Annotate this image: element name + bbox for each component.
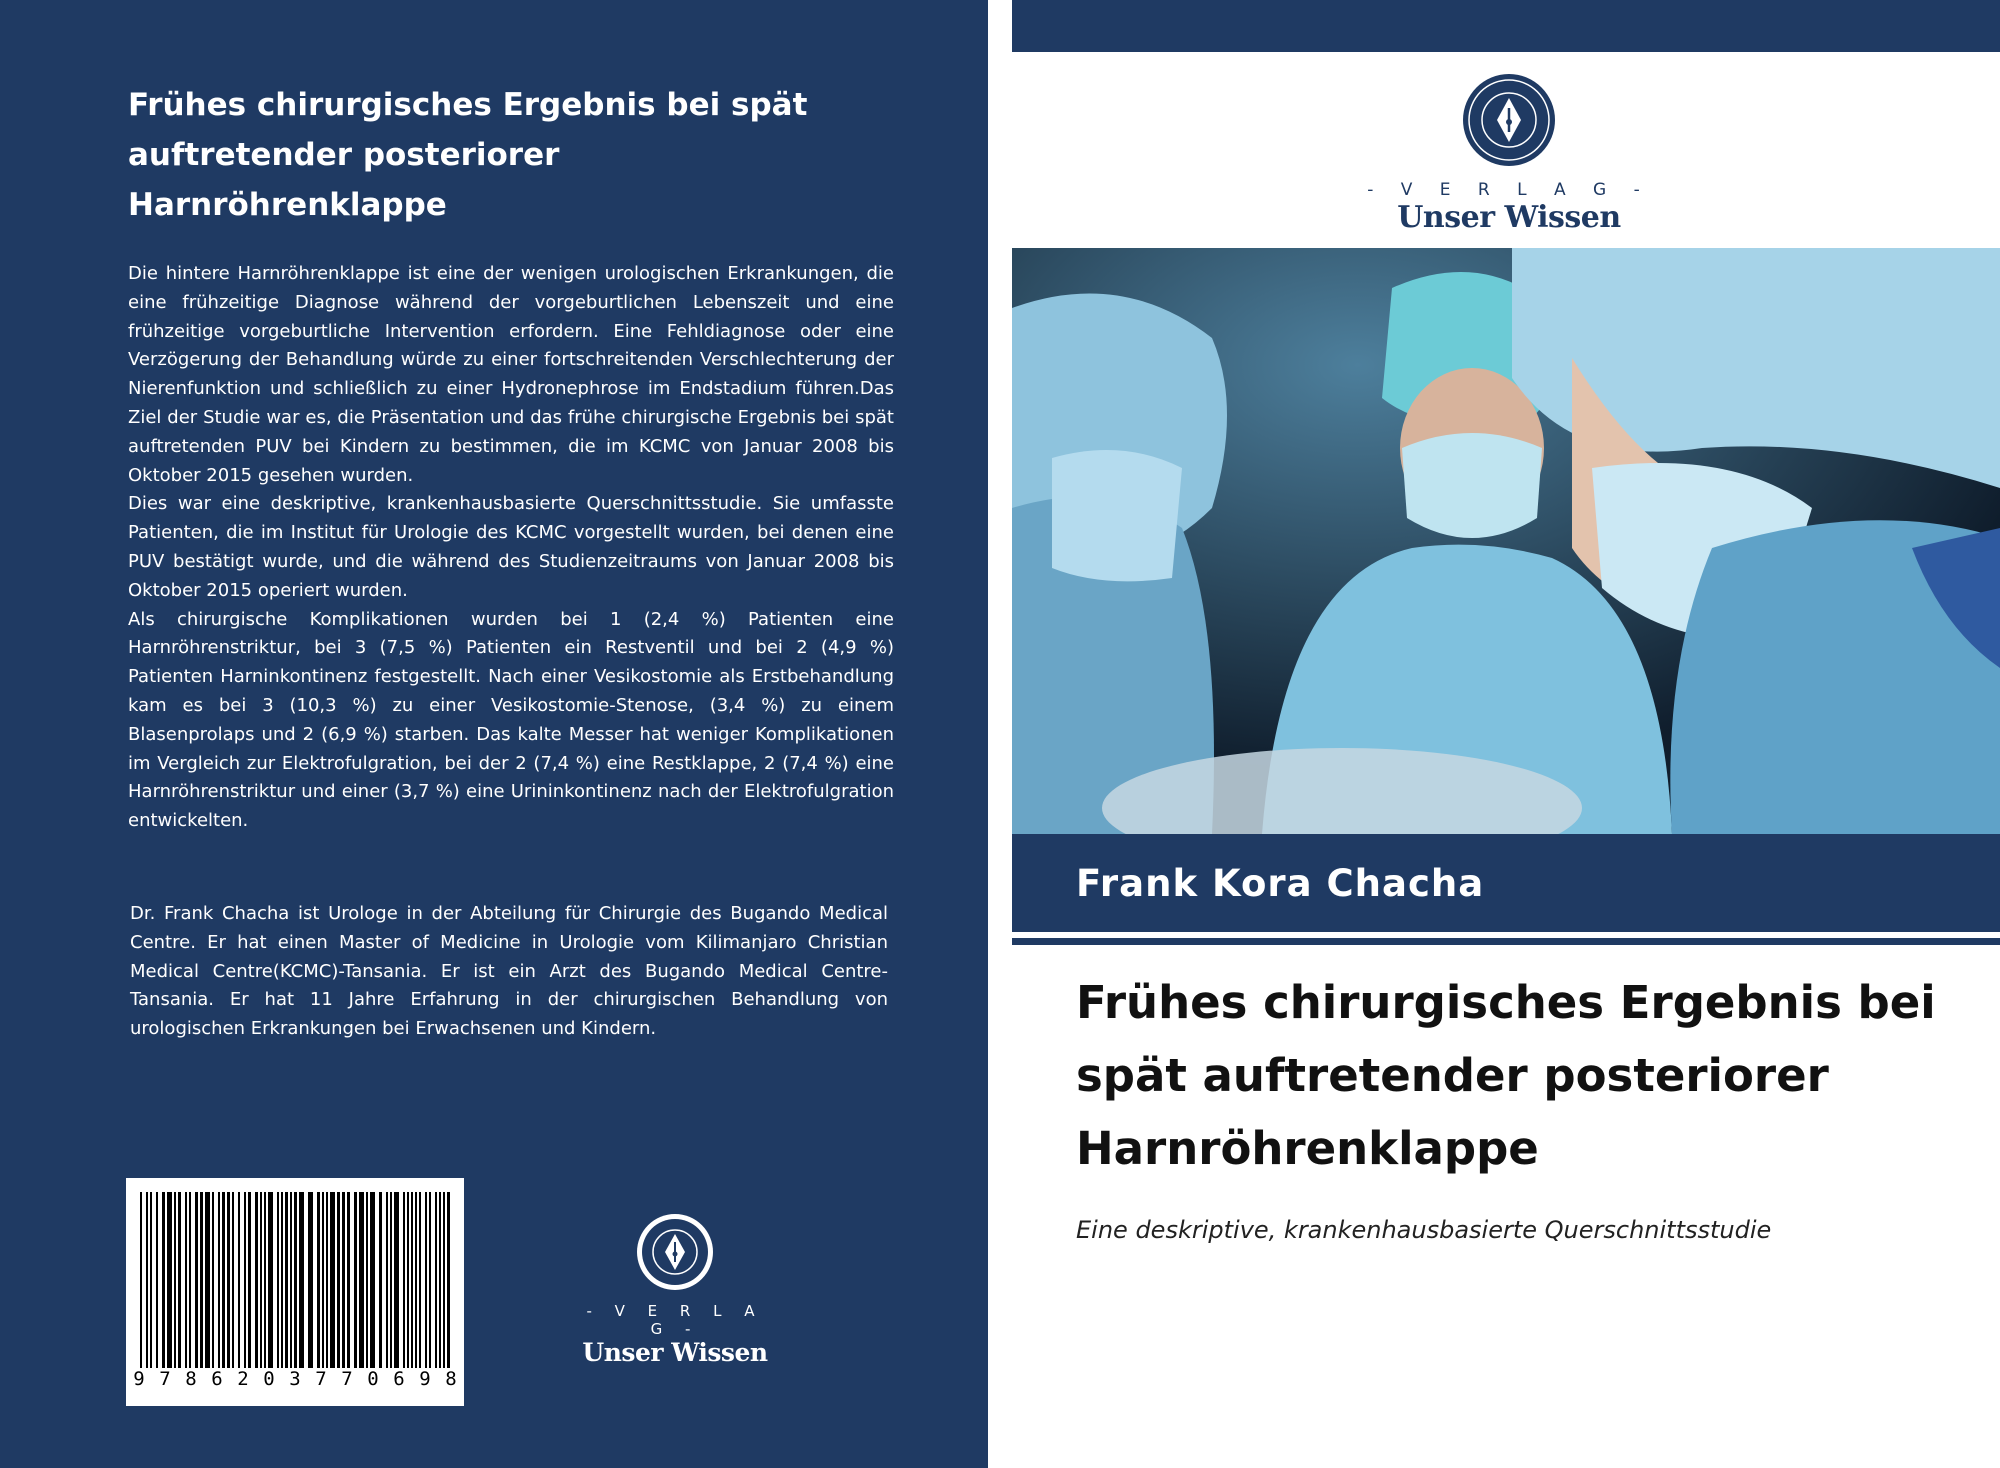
- publisher-seal-icon: [1461, 72, 1557, 168]
- barcode-bar: [156, 1192, 158, 1368]
- barcode-bar: [248, 1192, 251, 1368]
- abstract-paragraph: Als chirurgische Komplikationen wurden bei 1 (2,4 %) Patienten eine Harnröhrenstriktur, bei 3 (7,5 %) Patienten ein Restventil und bei 2 (4,9 %) Patienten Harninkontinenz festgestellt. Nach einer Vesikostomie als Erstbehandlung kam es bei 3 (10,3 %) zu einer Vesikostomie-Stenose, (3,4 %) zu einem Blasenprolaps und 2 (6,9 %) starben. Das kalte Messer hat weniger Komplikationen im Vergleich zur Elektrofulgration, bei der 2 (7,4 %) eine Restklappe, 2 (7,4 %) eine Harnröhrenstriktur und einer (3,7 %) eine Urininkontinenz nach der Elektrofulgration entwickelten.: [128, 608, 894, 832]
- barcode-bar: [294, 1192, 297, 1368]
- barcode-bar: [390, 1192, 392, 1368]
- barcode-bar: [330, 1192, 335, 1368]
- barcode-bar: [212, 1192, 214, 1368]
- surgeons-illustration: [1012, 248, 2000, 834]
- isbn-digit: 0: [367, 1368, 379, 1390]
- barcode-bar: [218, 1192, 220, 1368]
- cover-photo-surgeons: [1012, 248, 2000, 834]
- isbn-digit: 2: [237, 1368, 249, 1390]
- publisher-logo-back: [580, 1212, 770, 1367]
- barcode-bar: [347, 1192, 350, 1368]
- barcode-bar: [337, 1192, 340, 1368]
- abstract-paragraph: Die hintere Harnröhrenklappe ist eine der wenigen urologischen Erkrankungen, die eine frühzeitige Diagnose während der vorgeburtlichen Lebenszeit und eine frühzeitige vorgeburtliche Intervention erfordern. Eine Fehldiagnose oder eine Verzögerung der Behandlung würde zu einer fortschreitenden Verschlechterung der Nierenfunktion und schließlich zu einer Hydronephrose im Endstadium führen.Das Ziel der Studie war es, die Präsentation und das frühe chirurgische Ergebnis bei spät auftretenden PUV bei Kindern zu bestimmen, die im KCMC von Januar 2008 bis Oktober 2015 gesehen wurden.: [128, 263, 894, 486]
- barcode-bar: [205, 1192, 210, 1368]
- abstract-paragraph: Dies war eine deskriptive, krankenhausbasierte Querschnittsstudie. Sie umfasste Patienten, die im Institut für Urologie des KCMC vorgestellt wurden, bei denen eine PUV bestätigt wurde, und die während des Studienzeitraums von Januar 2008 bis Oktober 2015 operiert wurden.: [128, 493, 894, 601]
- barcode-bar: [299, 1192, 304, 1368]
- barcode-bar: [439, 1192, 441, 1368]
- back-cover: [0, 0, 988, 1468]
- barcode-bar: [407, 1192, 409, 1368]
- barcode-bar: [359, 1192, 364, 1368]
- barcode-bar: [222, 1192, 225, 1368]
- isbn-barcode: [126, 1178, 464, 1406]
- publisher-verlag-label: - V E R L A G -: [586, 1302, 764, 1338]
- barcode-bar: [167, 1192, 172, 1368]
- publisher-logo-front: [1364, 72, 1654, 235]
- barcode-bar: [429, 1192, 431, 1368]
- isbn-digit: 8: [185, 1368, 197, 1390]
- barcode-bar: [255, 1192, 258, 1368]
- book-title: Frühes chirurgisches Ergebnis bei spät auftretender posteriorer Harnröhrenklappe: [1076, 976, 1936, 1175]
- barcode-bar: [200, 1192, 203, 1368]
- isbn-digit: 7: [159, 1368, 171, 1390]
- barcode-bar: [386, 1192, 388, 1368]
- barcode-bar: [178, 1192, 181, 1368]
- isbn-number: [126, 1368, 464, 1402]
- barcode-bar: [150, 1192, 152, 1368]
- barcode-bar: [290, 1192, 292, 1368]
- isbn-digit: 0: [263, 1368, 275, 1390]
- barcode-bar: [447, 1192, 450, 1368]
- publisher-name: Unser Wissen: [1397, 200, 1621, 235]
- isbn-digit: 6: [211, 1368, 223, 1390]
- isbn-digit: 7: [315, 1368, 327, 1390]
- barcode-bar: [403, 1192, 405, 1368]
- book-subtitle: Eine deskriptive, krankenhausbasierte Querschnittsstudie: [1076, 1216, 1772, 1244]
- barcode-bar: [174, 1192, 176, 1368]
- barcode-bar: [264, 1192, 266, 1368]
- isbn-digit: 9: [133, 1368, 145, 1390]
- barcode-bar: [394, 1192, 399, 1368]
- author-name: Frank Kora Chacha: [1076, 862, 1485, 905]
- barcode-bar: [189, 1192, 191, 1368]
- barcode-bar: [419, 1192, 421, 1368]
- barcode-bar: [379, 1192, 382, 1368]
- isbn-digit: 3: [289, 1368, 301, 1390]
- barcode-bar: [415, 1192, 417, 1368]
- barcode-bar: [140, 1192, 142, 1368]
- barcode-bars: [126, 1178, 464, 1370]
- barcode-bar: [285, 1192, 288, 1368]
- isbn-digit: 8: [445, 1368, 457, 1390]
- back-cover-abstract: [128, 260, 894, 836]
- author-bio: Dr. Frank Chacha ist Urologe in der Abteilung für Chirurgie des Bugando Medical Centre. Er hat einen Master of Medicine in Urologie vom Kilimanjaro Christian Medical Centre(KCMC)-Tansania. Er ist ein Arzt des Bugando Medical Centre- Tansania. Er hat 11 Jahre Erfahrung in der chirurgischen Behandlung von urologischen Erkrankungen bei Erwachsenen und Kindern.: [130, 903, 888, 1040]
- barcode-bar: [443, 1192, 445, 1368]
- publisher-seal-icon: [635, 1212, 715, 1292]
- barcode-bar: [162, 1192, 165, 1368]
- barcode-bar: [322, 1192, 324, 1368]
- barcode-bar: [308, 1192, 313, 1368]
- back-cover-title: Frühes chirurgisches Ergebnis bei spät auftretender posteriorer Harnröhrenklappe: [128, 87, 808, 223]
- barcode-bar: [370, 1192, 375, 1368]
- barcode-bar: [268, 1192, 273, 1368]
- barcode-bar: [425, 1192, 427, 1368]
- barcode-bar: [435, 1192, 437, 1368]
- divider-line: [1012, 938, 2000, 945]
- barcode-bar: [326, 1192, 328, 1368]
- barcode-bar: [317, 1192, 320, 1368]
- isbn-digit: 7: [341, 1368, 353, 1390]
- barcode-bar: [195, 1192, 198, 1368]
- isbn-digit: 6: [393, 1368, 405, 1390]
- barcode-bar: [185, 1192, 187, 1368]
- barcode-bar: [232, 1192, 234, 1368]
- barcode-bar: [238, 1192, 240, 1368]
- isbn-digit: 9: [419, 1368, 431, 1390]
- top-color-bar: [1012, 0, 2000, 52]
- barcode-bar: [354, 1192, 357, 1368]
- barcode-bar: [244, 1192, 246, 1368]
- barcode-bar: [260, 1192, 262, 1368]
- barcode-bar: [411, 1192, 413, 1368]
- publisher-verlag-label: - V E R L A G -: [1367, 180, 1651, 200]
- barcode-bar: [146, 1192, 148, 1368]
- barcode-bar: [342, 1192, 345, 1368]
- barcode-bar: [277, 1192, 279, 1368]
- barcode-bar: [281, 1192, 283, 1368]
- barcode-bar: [366, 1192, 368, 1368]
- publisher-name: Unser Wissen: [582, 1338, 768, 1367]
- front-cover: [1012, 0, 2000, 1468]
- author-bar: [1012, 834, 2000, 932]
- barcode-bar: [227, 1192, 230, 1368]
